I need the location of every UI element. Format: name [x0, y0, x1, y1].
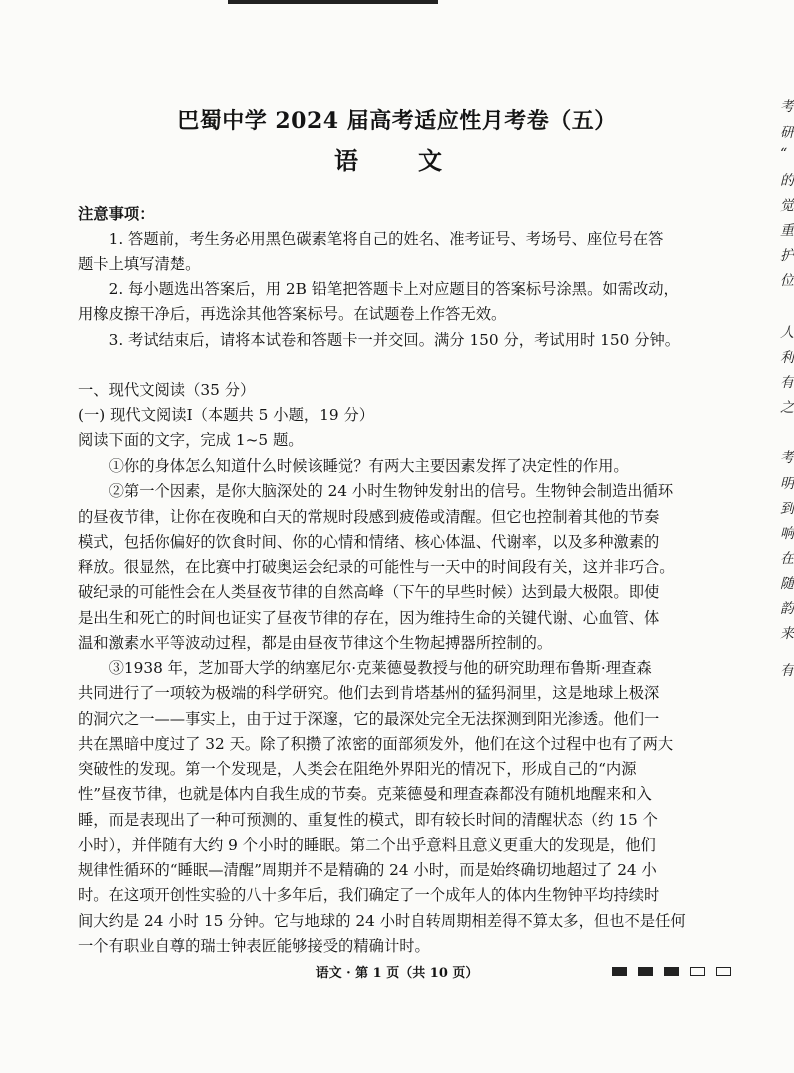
section-heading: 一、现代文阅读（35 分）	[78, 381, 256, 399]
margin-glyph: 护	[780, 248, 794, 264]
passage-line: 模式，包括你偏好的饮食时间、你的心情和情绪、核心体温、代谢率，以及多种激素的	[78, 533, 660, 551]
margin-glyph: 考	[780, 99, 794, 115]
passage-line: 性”昼夜节律，也就是体内自我生成的节奏。克莱德曼和理查森都没有随机地醒来和入	[78, 785, 652, 803]
subsection-heading: (一) 现代文阅读Ⅰ（本题共 5 小题，19 分）	[78, 406, 375, 424]
passage-line: 是出生和死亡的时间也证实了昼夜节律的存在，因为维持生命的关键代谢、心血管、体	[78, 609, 660, 627]
notice-line: 2. 每小题选出答案后，用 2B 铅笔把答题卡上对应题目的答案标号涂黑。如需改动，	[78, 280, 679, 298]
margin-glyph: 有	[780, 663, 794, 679]
notice-line: 1. 答题前，考生务必用黑色碳素笔将自己的姓名、准考证号、考场号、座位号在答	[78, 230, 664, 248]
notice-line: 3. 考试结束后，请将本试卷和答题卡一并交回。满分 150 分，考试用时 150 分钟。	[78, 331, 681, 349]
margin-glyph: 利	[780, 350, 794, 366]
exam-title: 巴蜀中学 2024 届高考适应性月考卷（五）	[177, 108, 617, 134]
notice-heading: 注意事项：	[78, 205, 155, 223]
passage-line: 小时），并伴随有大约 9 个小时的睡眠。第二个出乎意料且意义更重大的发现是，他们	[78, 836, 656, 854]
registration-mark-empty	[690, 967, 705, 976]
passage-line: 时。在这项开创性实验的八十多年后，我们确定了一个成年人的体内生物钟平均持续时	[78, 886, 660, 904]
margin-glyph: 随	[780, 576, 794, 592]
passage-line: 间大约是 24 小时 15 分钟。它与地球的 24 小时自转周期相差得不算太多，但也不是任何	[78, 912, 686, 930]
passage-line: 规律性循环的“睡眠—清醒”周期并不是精确的 24 小时，而是始终确切地超过了 24 小	[78, 861, 657, 879]
passage-line: 破纪录的可能性会在人类昼夜节律的自然高峰（下午的早些时候）达到最大极限。即使	[78, 583, 660, 601]
passage-line: 突破性的发现。第一个发现是，人类会在阻绝外界阳光的情况下，形成自己的“内源	[78, 760, 637, 778]
notice-line: 题卡上填写清楚。	[78, 255, 201, 273]
registration-mark-filled	[638, 967, 653, 976]
passage-line: 一个有职业自尊的瑞士钟表匠能够接受的精确计时。	[78, 937, 430, 955]
reading-instruction: 阅读下面的文字，完成 1~5 题。	[78, 431, 304, 449]
margin-glyph: 响	[780, 526, 794, 542]
passage-line: 的洞穴之一——事实上，由于过于深邃，它的最深处完全无法探测到阳光渗透。他们一	[78, 710, 660, 728]
passage-line: 共在黑暗中度过了 32 天。除了积攒了浓密的面部须发外，他们在这个过程中也有了两大	[78, 735, 674, 753]
passage-line: 的昼夜节律，让你在夜晚和白天的常规时段感到疲倦或清醒。但它也控制着其他的节奏	[78, 508, 660, 526]
passage-line: ①你的身体怎么知道什么时候该睡觉？有两大主要因素发挥了决定性的作用。	[78, 457, 629, 475]
exam-subject: 语 文	[334, 146, 460, 175]
margin-glyph: 觉	[780, 198, 794, 214]
passage-line: ②第一个因素，是你大脑深处的 24 小时生物钟发射出的信号。生物钟会制造出循环	[78, 482, 674, 500]
top-edge-fragment-small	[424, 0, 432, 4]
registration-mark-filled	[664, 967, 679, 976]
passage-line: ③1938 年，芝加哥大学的纳塞尼尔·克莱德曼教授与他的研究助理布鲁斯·理查森	[78, 659, 652, 677]
margin-glyph: 研	[780, 125, 794, 141]
passage-line: 共同进行了一项较为极端的科学研究。他们去到肯塔基州的猛犸洞里，这是地球上极深	[78, 684, 660, 702]
registration-mark-empty	[716, 967, 731, 976]
margin-glyph: 之	[780, 400, 794, 416]
passage-line: 温和激素水平等波动过程，都是由昼夜节律这个生物起搏器所控制的。	[78, 634, 553, 652]
margin-glyph: 考	[780, 450, 794, 466]
margin-glyph: 有	[780, 375, 794, 391]
margin-glyph: 到	[780, 501, 794, 517]
passage-line: 释放。很显然，在比赛中打破奥运会纪录的可能性与一天中的时间段有关，这并非巧合。	[78, 558, 675, 576]
margin-glyph: 韵	[780, 601, 794, 617]
page-number: 语文 · 第 1 页（共 10 页）	[315, 966, 479, 981]
margin-glyph: “	[780, 146, 788, 162]
passage-line: 睡，而是表现出了一种可预测的、重复性的模式，即有较长时间的清醒状态（约 15 个	[78, 811, 658, 829]
margin-glyph: 明	[780, 476, 794, 492]
registration-marks	[612, 967, 731, 976]
margin-glyph: 人	[780, 325, 794, 341]
margin-glyph: 位	[780, 273, 794, 289]
margin-glyph: 重	[780, 223, 794, 239]
margin-glyph: 的	[780, 173, 794, 189]
registration-mark-filled	[612, 967, 627, 976]
margin-glyph: 来	[780, 626, 794, 642]
margin-glyph: 在	[780, 551, 794, 567]
top-edge-fragment	[228, 0, 438, 4]
notice-line: 用橡皮擦干净后，再选涂其他答案标号。在试题卷上作答无效。	[78, 305, 507, 323]
